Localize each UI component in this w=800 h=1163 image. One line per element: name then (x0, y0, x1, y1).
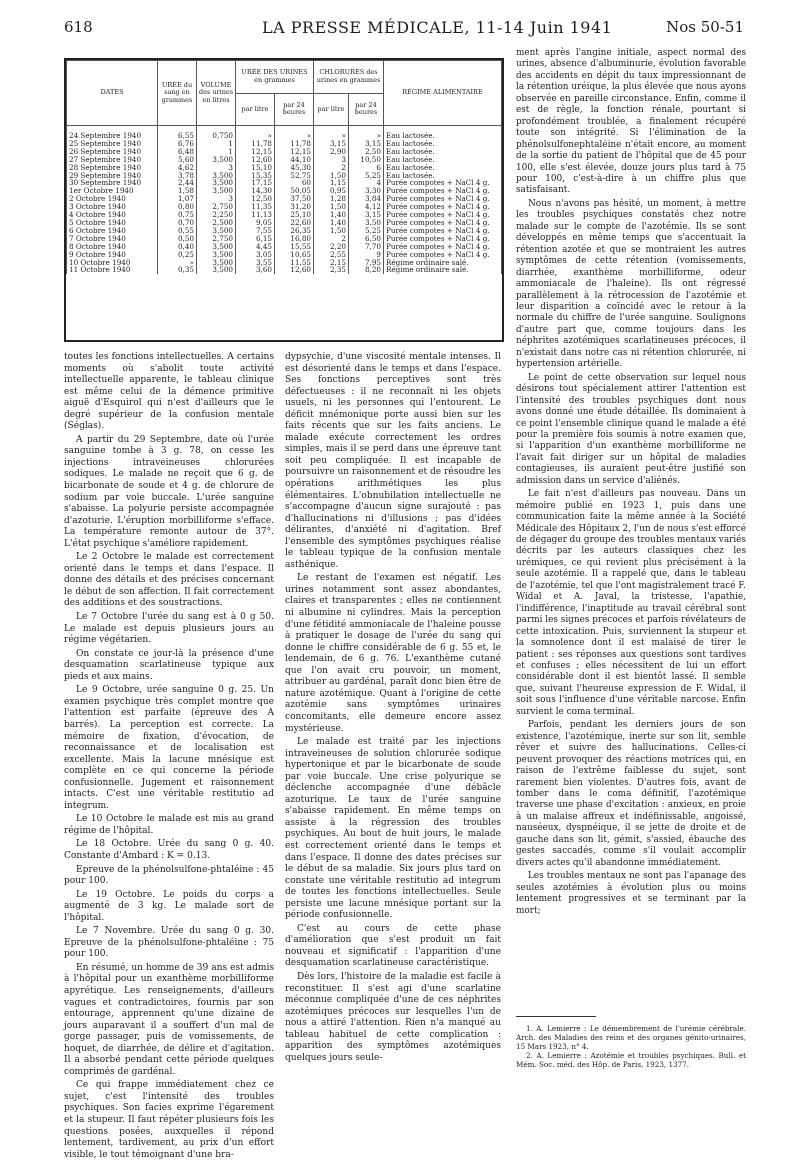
th-uree-urines: URÉE DES URINES en grammes (236, 61, 314, 94)
table-cell: 12,15 (236, 148, 275, 156)
table-cell: 37,50 (275, 195, 314, 203)
table-cell: 1,58 (158, 187, 197, 195)
footnote-rule (516, 1016, 596, 1017)
paragraph: dypsychie, d'une viscosité mentale intenses. Il est désorienté dans le temps et dans l'espace. Ses fonctions perceptives sont très défectueuses : il ne reconnaît ni les objets usuels, ni les personnes qui l'entourent. Le déficit mnémonique porte aussi bien sur les faits récents que sur les faits anciens. Le malade exécute correctement les ordres simples, mais il se perd dans une épreuve tant soit peu compliquée. Il est incapable de poursuivre un raisonnement et de résoudre les opérations arithmétiques les plus élémentaires. L'obnubilation intellectuelle ne s'accompagne d'aucun signe surajouté : pas d'hallucinations ni d'illusions ; pas d'idées délirantes, d'anxiété ni d'agitation. Bref l'ensemble des symptômes psychiques réalise le tableau typique de la confusion mentale asthénique. (285, 352, 501, 570)
table-cell: 3,500 (197, 259, 236, 267)
table-cell: 28 Septembre 1940 (67, 164, 158, 172)
paragraph: C'est au cours de cette phase d'amélioration que s'est produit un fait nouveau et significatif : l'apparition d'une desquamation scarlatineuse caractéristique. (285, 923, 501, 969)
table-cell: 3 (197, 164, 236, 172)
table-cell: 3,500 (197, 251, 236, 259)
th-dates: DATES (67, 61, 158, 126)
paragraph: Le fait n'est d'ailleurs pas nouveau. Dans un mémoire publié en 1923 1, puis dans une communication faite la même année à la Société Médicale des Hôpitaux 2, l'un de nous s'est efforcé de dégager du groupe des troubles mentaux variés décrits par les auteurs classiques chez les urémiques, ce qui revient plus précisément à la seule azotémie. Il a rappelé que, dans le tableau de l'azotémie, tel que l'ont magistralement tracé F. Widal et A. Javal, la tristesse, l'apathie, l'indifférence, l'inaptitude au travail cérébral sont parmi les signes précoces et parfois révélateurs de cette intoxication. Puis, surviennent la stupeur et la somnolence dont il est malaisé de tirer le patient : ses réponses aux questions sont tardives et confuses ; elles nécessitent de lui un effort considérable dont il est bientôt lassé. Il semble que, suivant l'heureuse expression de F. Widal, il soit sous l'influence d'une véritable narcose. Enfin survient le coma terminal. (516, 489, 746, 717)
table-cell: 2,500 (197, 219, 236, 227)
table-cell: 0,40 (158, 243, 197, 251)
table-cell: 4 (349, 179, 384, 187)
paragraph: En résumé, un homme de 39 ans est admis à l'hôpital pour un exanthème morbilliforme apyrétique. Les renseignements, d'ailleurs vagues et contradictoires, fournis par son entourage, apprennent qu'une dizaine de jours auparavant il a souffert d'un mal de gorge passager, puis de vomissements, de hoquet, de diarrhée, de délire et d'agitation. Il a absorbé pendant cette période quelques comprimés de gardénal. (64, 962, 274, 1077)
table-cell: 11,78 (236, 140, 275, 148)
table-cell: 16,80 (275, 235, 314, 243)
table-cell: 12,60 (236, 156, 275, 164)
table-cell: 45,30 (275, 164, 314, 172)
table-cell: Purée compotes + NaCl 4 g. (384, 211, 502, 219)
table-cell: Eau lactosée. (384, 140, 502, 148)
table-row (67, 126, 502, 140)
table-cell: 10 Octobre 1940 (67, 259, 158, 267)
table-cell: 2,750 (197, 203, 236, 211)
table-cell: 12,60 (275, 266, 314, 274)
table-cell: Eau lactosée. (384, 126, 502, 140)
paragraph: Le 19 Octobre. Le poids du corps a augmenté de 3 kg. Le malade sort de l'hôpital. (64, 889, 274, 923)
table-cell: 6,48 (158, 148, 197, 156)
data-table (64, 58, 504, 342)
table-cell: 26,35 (275, 227, 314, 235)
table-cell: 0,750 (197, 126, 236, 140)
footnote: 1. A. Lemierre : Le démembrement de l'urémie cérébrale. Arch. des Maladies des reins et des organes génito-urinaires, 15 Mars 1923, n° 4. (516, 1024, 746, 1051)
table-cell: 11 Octobre 1940 (67, 266, 158, 274)
table-cell: 2,250 (197, 211, 236, 219)
th-par-24h: par 24 heures (275, 93, 314, 126)
table-cell: 1er Octobre 1940 (67, 187, 158, 195)
table-cell: 6,55 (158, 126, 197, 140)
table-cell: 15,35 (236, 172, 275, 180)
paragraph: Le 7 Novembre. Urée du sang 0 g. 30. Epreuve de la phénolsulfone-phtaléine : 75 pour 100. (64, 926, 274, 960)
table-cell: 1,07 (158, 195, 197, 203)
footnotes (516, 1024, 746, 1069)
table-cell: 1 (197, 140, 236, 148)
table-cell: » (275, 126, 314, 140)
paragraph: A partir du 29 Septembre, date où l'urée sanguine tombe à 3 g. 78, on cesse les injections intraveineuses chlorurées sodiques. Le malade ne reçoit que 6 g. de bicarbonate de soude et 4 g. de chlorure de sodium par voie buccale. L'urée sanguine s'abaisse. La polyurie persiste accompagnée d'azoturie. L'éruption morbilliforme s'efface. La température remonte autour de 37°. L'état psychique s'améliore rapidement. (64, 434, 274, 549)
table-cell: 5,25 (349, 172, 384, 180)
table-cell: Eau lactosée. (384, 148, 502, 156)
table-cell: 15,55 (275, 243, 314, 251)
table-cell: 10,50 (349, 156, 384, 164)
table-cell: 0,55 (158, 227, 197, 235)
paragraph: Dès lors, l'histoire de la maladie est facile à reconstituer. Il s'est agi d'une scarlatine méconnue compliquée d'une de ces néphrites azotémiques précoces sur lesquelles l'un de nous a attiré l'attention. Rien n'a manqué au tableau habituel de cette complication : apparition des symptômes azotémiques quelques jours seule- (285, 971, 501, 1063)
paragraph: Nous n'avons pas hésité, un moment, à mettre les troubles psychiques constatés chez notre malade sur le compte de l'azotémie. Ils se sont développés en même temps que s'accentuait la rétention azotée et que se montraient les autres symptômes de cette rétention (vomissements, diarrhée, exanthème morbilliforme, odeur ammoniacale de l'haleine). Ils ont régressé parallèlement à la rétrocession de l'azotémie et leur disparition a coïncidé avec le retour à la normale du chiffre de l'urée sanguine. Soulignons d'autre part que, comme toujours dans les néphrites azotémiques scarlatineuses précoces, il n'existait dans notre cas ni rétention chlorurée, ni hypertension artérielle. (516, 198, 746, 370)
issue-number: Nos 50-51 (666, 18, 744, 36)
paragraph: Ce qui frappe immédiatement chez ce sujet, c'est l'intensité des troubles psychiques. Son facies exprime l'égarement et la stupeur. Il faut répéter plusieurs fois les questions posées, auxquelles il répond lentement, tardivement, au prix d'un effort visible, le tout témoignant d'une bra- (64, 1080, 274, 1160)
table-cell: 7 Octobre 1940 (67, 235, 158, 243)
table-cell: 0,35 (158, 266, 197, 274)
table-cell: 8,20 (349, 266, 384, 274)
table-cell: 3,500 (197, 243, 236, 251)
table-cell: 2 (314, 235, 349, 243)
table-cell: 3,500 (197, 156, 236, 164)
table-cell: Purée compotes + NaCl 4 g. (384, 179, 502, 187)
table-cell: 2,15 (314, 259, 349, 267)
th-chlorures: CHLORURES des urines en grammes (314, 61, 384, 94)
table-cell: 27 Septembre 1940 (67, 156, 158, 164)
table-cell: Purée compotes + NaCl 4 g. (384, 187, 502, 195)
table-cell: 12,15 (275, 148, 314, 156)
paragraph: Les troubles mentaux ne sont pas l'apanage des seules azotémies à évolution plus ou moins lentement progressives et se terminant par la mort; (516, 871, 746, 916)
table-cell: » (236, 126, 275, 140)
paragraph: Le 7 Octobre l'urée du sang est à 0 g 50. Le malade est depuis plusieurs jours au régime végétarien. (64, 612, 274, 646)
column-right (516, 48, 746, 919)
table-cell: 5,25 (349, 227, 384, 235)
table-cell: Purée compotes + NaCl 4 g. (384, 203, 502, 211)
table-cell: 3,15 (349, 140, 384, 148)
table-cell: 4 Octobre 1940 (67, 211, 158, 219)
table-cell: 11,78 (275, 140, 314, 148)
table-cell: 1,40 (314, 219, 349, 227)
table-cell: » (349, 126, 384, 140)
table-cell: 24 Septembre 1940 (67, 126, 158, 140)
table-cell: 8 Octobre 1940 (67, 243, 158, 251)
paragraph: On constate ce jour-là la présence d'une desquamation scarlatineuse typique aux pieds et aux mains. (64, 648, 274, 682)
table-cell: Eau lactosée. (384, 172, 502, 180)
table-cell: Purée compotes + NaCl 4 g. (384, 243, 502, 251)
table-cell: » (314, 126, 349, 140)
table-cell: Eau lactosée. (384, 164, 502, 172)
table-cell: 22,60 (275, 219, 314, 227)
table-cell: 6,15 (236, 235, 275, 243)
table-cell: 3 (314, 156, 349, 164)
th-par-litre: par litre (314, 93, 349, 126)
table-cell: Régime ordinaire salé. (384, 266, 502, 274)
table-cell: Purée compotes + NaCl 4 g. (384, 219, 502, 227)
th-par-24h: par 24 heures (349, 93, 384, 126)
running-header (64, 18, 744, 42)
paragraph: Le 18 Octobre. Urée du sang 0 g. 40. Constante d'Ambard : K = 0.13. (64, 839, 274, 861)
table-cell: 14,30 (236, 187, 275, 195)
paragraph: Parfois, pendant les derniers jours de son existence, l'azotémique, inerte sur son lit, semble rêver et suivre des hallucinations. Celles-ci peuvent provoquer des réactions motrices qui, en raison de l'extrême faiblesse du sujet, sont rarement bien violentes. D'autres fois, avant de tomber dans le coma définitif, l'azotémique traverse une phase d'excitation : anxieux, en proie à un malaise affreux et indéfinissable, angoissé, nauséeux, dyspnéique, il se jette de droite et de gauche dans son lit, gémit, s'assied, ébauche des gestes saccadés, comme s'il voulait accomplir divers actes qu'il abandonne immédiatement. (516, 720, 746, 868)
table-cell: 4,45 (236, 243, 275, 251)
table-cell: 3,78 (158, 172, 197, 180)
column-left (64, 352, 274, 1163)
table-cell: 5,60 (158, 156, 197, 164)
table-cell: 3,500 (197, 227, 236, 235)
th-par-litre: par litre (236, 93, 275, 126)
table-cell: 2,20 (314, 243, 349, 251)
table-cell: 29 Septembre 1940 (67, 172, 158, 180)
table-cell: 26 Septembre 1940 (67, 148, 158, 156)
paragraph: Le restant de l'examen est négatif. Les urines notamment sont assez abondantes, claires et transparentes ; elles ne contiennent ni albumine ni cylindres. Mais la perception d'une fétidité ammoniacale de l'haleine pousse à pratiquer le dosage de l'urée du sang qui donne le chiffre considérable de 6 g. 55 et, le lendemain, de 6 g. 76. L'exanthème cutané que l'on avait cru pouvoir, un moment, attribuer au gardénal, paraît donc bien être de nature azotémique. Quant à l'origine de cette azotémie sans symptômes urinaires concomitants, elle demeure encore assez mystérieuse. (285, 573, 501, 734)
table-cell: 2,44 (158, 179, 197, 187)
table-cell: 7,55 (236, 227, 275, 235)
paragraph: Le point de cette observation sur lequel nous désirons tout spécialement attirer l'attention est l'intensité des troubles psychiques dont nous avons donné une étude détaillée. Ils dominaient à ce point l'ensemble clinique quand le malade a été pour la première fois soumis à notre examen que, si l'apparition d'un exanthème morbilliforme ne l'avait fait diriger sur un hôpital de maladies contagieuses, ils auraient peut-être justifié son admission dans un service d'aliénés. (516, 372, 746, 486)
table-cell: 2,750 (197, 235, 236, 243)
table-cell: 9,05 (236, 219, 275, 227)
paragraph: Le 10 Octobre le malade est mis au grand régime de l'hôpital. (64, 814, 274, 836)
table-cell: 0,80 (158, 203, 197, 211)
table-cell: 9 (349, 251, 384, 259)
table-cell: 3 (197, 195, 236, 203)
table-cell: 1,28 (314, 195, 349, 203)
th-regime: RÉGIME ALIMENTAIRE (384, 61, 502, 126)
table-cell: 0,75 (158, 211, 197, 219)
table-cell: 31,20 (275, 203, 314, 211)
table-cell: 3,15 (349, 211, 384, 219)
paragraph: toutes les fonctions intellectuelles. A certains moments où s'abolit toute activité intellectuelle apparente, le tableau clinique est même celui de la démence primitive aiguë d'Esquirol qui n'est d'ailleurs que le degré supérieur de la confusion mentale (Séglas). (64, 352, 274, 432)
table-cell: 44,10 (275, 156, 314, 164)
table-cell: 25 Septembre 1940 (67, 140, 158, 148)
table-cell: 3,500 (197, 187, 236, 195)
table-cell: 50,05 (275, 187, 314, 195)
table-cell: 1,50 (314, 172, 349, 180)
table-cell: 12,50 (236, 195, 275, 203)
table-cell: 3 Octobre 1940 (67, 203, 158, 211)
table-cell: 0,25 (158, 251, 197, 259)
table-cell: 1,50 (314, 203, 349, 211)
table-cell: 60 (275, 179, 314, 187)
table-cell: 6 (349, 164, 384, 172)
table-cell: 7,70 (349, 243, 384, 251)
table-cell: 3,60 (236, 266, 275, 274)
table-cell: 1,50 (314, 227, 349, 235)
table-cell: 25,10 (275, 211, 314, 219)
table-cell: 11,13 (236, 211, 275, 219)
paragraph: Le 2 Octobre le malade est correctement orienté dans le temps et dans l'espace. Il donne des détails et des précises concernant le début de son affection. Il fait correctement des additions et des soustractions. (64, 552, 274, 609)
table-cell: 3,15 (314, 140, 349, 148)
table-cell: 7,95 (349, 259, 384, 267)
table-cell: 11,55 (275, 259, 314, 267)
table-cell: Purée compotes + NaCl 4 g. (384, 227, 502, 235)
table-cell: 2,50 (349, 148, 384, 156)
table-cell: 2,35 (314, 266, 349, 274)
table-cell: 2,90 (314, 148, 349, 156)
table-cell: 4,12 (349, 203, 384, 211)
table-cell: 6 Octobre 1940 (67, 227, 158, 235)
table-cell: Régime ordinaire salé. (384, 259, 502, 267)
th-volume: VOLUME des urines en litres (197, 61, 236, 126)
th-uree: URÉE du sang en grammes (158, 61, 197, 126)
table-cell: 3,500 (197, 179, 236, 187)
paragraph: Le malade est traité par les injections intraveineuses de solution chlorurée sodique hypertonique et par le bicarbonate de soude par voie buccale. Une crise polyurique se déclenche accompagnée d'une débâcle azoturique. Le taux de l'urée sanguine s'abaisse rapidement. En même temps on assiste à la régression des troubles psychiques. Au bout de huit jours, le malade est correctement orienté dans le temps et dans l'espace. Il donne des dates précises sur le début de sa maladie. Six jours plus tard on constate une véritable restitutio ad integrum de toutes les fonctions intellectuelles. Seule persiste une lacune mnésique portant sur la période confusionnelle. (285, 737, 501, 921)
table-row (67, 266, 502, 274)
journal-title: LA PRESSE MÉDICALE, 11-14 Juin 1941 (262, 18, 613, 37)
table-cell: Purée compotes + NaCl 4 g. (384, 195, 502, 203)
table-cell: » (158, 259, 197, 267)
page-number: 618 (64, 18, 93, 36)
table-cell: 5 Octobre 1940 (67, 219, 158, 227)
table-cell: 2 (314, 164, 349, 172)
table-cell: 1 (197, 148, 236, 156)
table-cell: 3,50 (349, 219, 384, 227)
table-cell: Purée compotes + NaCl 4 g. (384, 235, 502, 243)
table-cell: 0,70 (158, 219, 197, 227)
table-cell: 4,62 (158, 164, 197, 172)
table-cell: 2,55 (314, 251, 349, 259)
table-cell: 3,500 (197, 172, 236, 180)
paragraph: Le 9 Octobre, urée sanguine 0 g. 25. Un examen psychique très complet montre que l'attention est parfaite (épreuve des A barrés). La perception est correcte. La mémoire de fixation, d'évocation, de reconnaissance et de localisation est excellente. Mais la lacune mnésique est complète en ce qui concerne la période confusionnelle. Jugement et raisonnement intacts. C'est une véritable restitutio ad integrum. (64, 685, 274, 811)
table-cell: 10,65 (275, 251, 314, 259)
table-cell: 6,76 (158, 140, 197, 148)
table-cell: 1,15 (314, 179, 349, 187)
column-middle (285, 352, 501, 1066)
table-cell: 3,30 (349, 187, 384, 195)
table-cell: 15,10 (236, 164, 275, 172)
table-cell: 1,40 (314, 211, 349, 219)
table-cell: 0,50 (158, 235, 197, 243)
table-cell: 11,35 (236, 203, 275, 211)
table-cell: 17,15 (236, 179, 275, 187)
table-cell: 3,05 (236, 251, 275, 259)
table-cell: 30 Septembre 1940 (67, 179, 158, 187)
table-cell: 0,95 (314, 187, 349, 195)
paragraph: ment après l'angine initiale, aspect normal des urines, absence d'albuminurie, évolution favorable des accidents en dépit du taux impressionnant de la rétention uréique, la plus élevée que nous ayons observée en pareille circonstance. Enfin, comme il est de règle, la fonction rénale, pourtant si profondément troublée, a finalement récupéré toute son intégrité. Si l'élimination de la phénolsulfonephtaléine n'était encore, au moment de la sortie du patient de l'hôpital que de 45 pour 100, elle s'est élevée, douze jours plus tard à 75 pour 100, c'est-à-dire à un chiffre plus que satisfaisant. (516, 48, 746, 196)
footnote: 2. A. Lemierre : Azotémie et troubles psychiques. Bull. et Mém. Soc. méd. des Hôp. de Paris, 1923, 1377. (516, 1051, 746, 1069)
table-cell: 3,500 (197, 266, 236, 274)
table-cell: 3,55 (236, 259, 275, 267)
table-cell: Eau lactosée. (384, 156, 502, 164)
table-cell: 2 Octobre 1940 (67, 195, 158, 203)
table-cell: 6,50 (349, 235, 384, 243)
table-cell: 3,84 (349, 195, 384, 203)
table-cell: Purée compotes + NaCl 4 g. (384, 251, 502, 259)
paragraph: Epreuve de la phénolsulfone-phtaléine : 45 pour 100. (64, 864, 274, 887)
table-cell: 52,75 (275, 172, 314, 180)
table-cell: 9 Octobre 1940 (67, 251, 158, 259)
